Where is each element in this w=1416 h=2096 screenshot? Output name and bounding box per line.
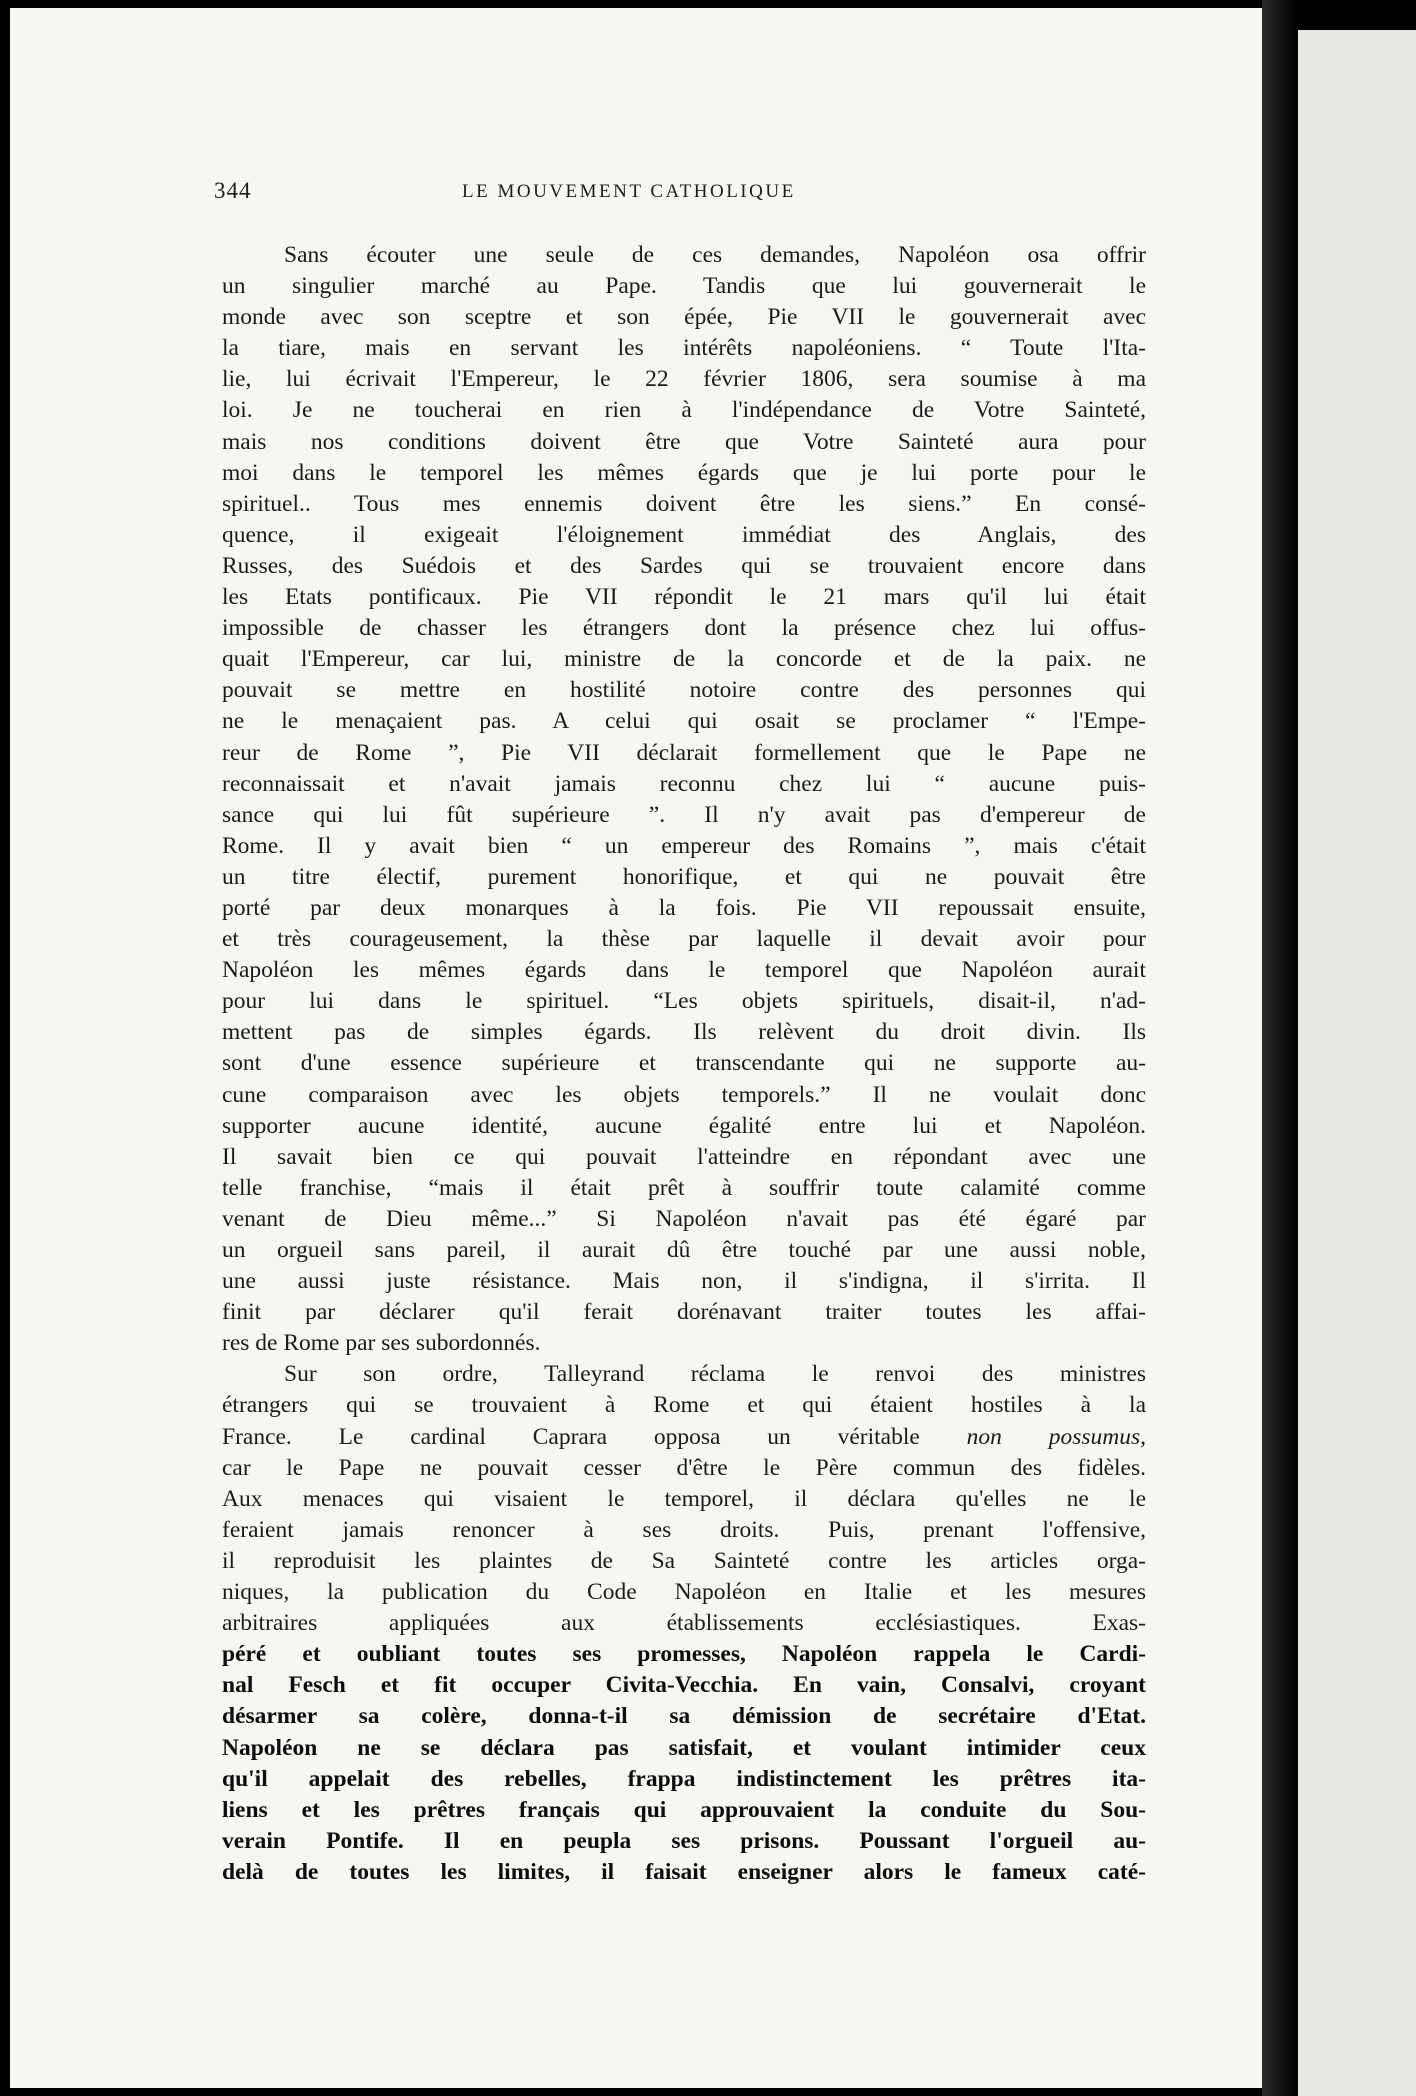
text-line-content: Russes, des Suédois et des Sardes qui se trouvaient encore dans: [222, 552, 1146, 579]
text-line: [222, 986, 1146, 1017]
text-line: [222, 302, 1146, 333]
text-line: [222, 1422, 1146, 1453]
text-line-content: mais nos conditions doivent être que Votre Sainteté aura pour: [222, 428, 1146, 455]
text-line: [222, 240, 1146, 271]
text-line-content: moi dans le temporel les mêmes égards que je lui porte pour le: [222, 459, 1146, 486]
text-line: [222, 1390, 1146, 1421]
text-line-content: il reproduisit les plaintes de Sa Sainteté contre les articles orga-: [222, 1547, 1146, 1574]
text-line-content: désarmer sa colère, donna-t-il sa démission de secrétaire d'Etat.: [222, 1703, 1146, 1730]
text-line-content: delà de toutes les limites, il faisait enseigner alors le fameux caté-: [222, 1858, 1146, 1885]
text-line: [222, 1328, 1146, 1359]
text-line: [222, 1515, 1146, 1546]
text-line-content: finit par déclarer qu'il ferait dorénavant traiter toutes les affai-: [222, 1299, 1146, 1326]
text-line-content: Napoléon ne se déclara pas satisfait, et voulant intimider ceux: [222, 1734, 1146, 1761]
text-line: [222, 738, 1146, 769]
text-line-content: reur de Rome ”, Pie VII déclarait formellement que le Pape ne: [222, 739, 1146, 766]
text-line: [222, 1764, 1146, 1795]
text-line: [222, 831, 1146, 862]
text-line: [222, 1733, 1146, 1764]
text-line-content: loi. Je ne toucherai en rien à l'indépendance de Votre Sainteté,: [222, 397, 1146, 424]
text-line: [222, 1173, 1146, 1204]
text-line-content: venant de Dieu même...” Si Napoléon n'avait pas été égaré par: [222, 1205, 1146, 1232]
text-line-content: un singulier marché au Pape. Tandis que lui gouvernerait le: [222, 273, 1146, 300]
text-line-content: un titre électif, purement honorifique, et qui ne pouvait être: [222, 863, 1146, 890]
text-line-content: res de Rome par ses subordonnés.: [222, 1330, 541, 1357]
text-line-content: verain Pontife. Il en peupla ses prisons. Poussant l'orgueil au-: [222, 1827, 1146, 1854]
text-line-content: sance qui lui fût supérieure ”. Il n'y avait pas d'empereur de: [222, 801, 1146, 828]
text-line-content: monde avec son sceptre et son épée, Pie VII le gouvernerait avec: [222, 304, 1146, 331]
text-line-content: porté par deux monarques à la fois. Pie VII repoussait ensuite,: [222, 894, 1146, 921]
text-line-content: pour lui dans le spirituel. “Les objets spirituels, disait-il, n'ad-: [222, 988, 1146, 1015]
text-line: [222, 271, 1146, 302]
text-line-content: un orgueil sans pareil, il aurait dû être touché par une aussi noble,: [222, 1237, 1146, 1263]
text-line-content: Il savait bien ce qui pouvait l'atteindre en répondant avec une: [222, 1143, 1146, 1170]
text-line: [222, 1017, 1146, 1048]
text-line: [222, 1235, 1146, 1266]
text-line-content: France. Le cardinal Caprara opposa un véritable: [222, 1423, 967, 1450]
text-line: [222, 893, 1146, 924]
text-line: [222, 613, 1146, 644]
text-line: [222, 1111, 1146, 1142]
text-line-content: cune comparaison avec les objets temporels.” Il ne voulait donc: [222, 1081, 1146, 1108]
text-line-content: feraient jamais renoncer à ses droits. Puis, prenant l'offensive,: [222, 1516, 1146, 1543]
text-line-content: et très courageusement, la thèse par laquelle il devait avoir pour: [222, 926, 1146, 953]
text-line-content: une aussi juste résistance. Mais non, il s'indigna, il s'irrita. Il: [222, 1268, 1146, 1295]
text-line: [222, 1048, 1146, 1079]
text-line: [222, 1639, 1146, 1670]
text-line: [222, 769, 1146, 800]
body-text: [222, 240, 1146, 1888]
text-line-content: Napoléon les mêmes égards dans le temporel que Napoléon aurait: [222, 957, 1146, 984]
text-line: [222, 1670, 1146, 1701]
text-line-content: Aux menaces qui visaient le temporel, il déclara qu'elles ne le: [222, 1485, 1146, 1512]
text-line: [222, 395, 1146, 426]
text-line: [222, 1795, 1146, 1826]
text-line: [222, 1266, 1146, 1297]
text-line: [222, 1608, 1146, 1639]
running-head: LE MOUVEMENT CATHOLIQUE: [462, 181, 796, 202]
text-line-content: reconnaissait et n'avait jamais reconnu chez lui “ aucune puis-: [222, 770, 1146, 797]
text-line: [222, 862, 1146, 893]
text-line: [222, 800, 1146, 831]
adjacent-page-edge: [1298, 30, 1416, 2096]
text-line: [222, 1142, 1146, 1173]
text-line-content: car le Pape ne pouvait cesser d'être le Père commun des fidèles.: [222, 1454, 1146, 1481]
text-line: [222, 427, 1146, 458]
text-line-content: Sur son ordre, Talleyrand réclama le renvoi des ministres: [284, 1361, 1146, 1388]
text-line: [222, 520, 1146, 551]
text-line: [222, 1204, 1146, 1235]
text-line: [222, 1453, 1146, 1484]
text-line-content: nal Fesch et fit occuper Civita-Vecchia. En vain, Consalvi, croyant: [222, 1672, 1146, 1699]
text-line-content: péré et oubliant toutes ses promesses, Napoléon rappela le Cardi-: [222, 1641, 1146, 1668]
text-line-content: niques, la publication du Code Napoléon en Italie et les mesures: [222, 1579, 1146, 1606]
text-line: [222, 333, 1146, 364]
text-line-content: arbitraires appliquées aux établissements ecclésiastiques. Exas-: [222, 1610, 1146, 1637]
text-line-content: telle franchise, “mais il était prêt à souffrir toute calamité comme: [222, 1174, 1146, 1201]
text-line-content: les Etats pontificaux. Pie VII répondit le 21 mars qu'il lui était: [222, 584, 1146, 611]
text-line-content: qu'il appelait des rebelles, frappa indistinctement les prêtres ita-: [222, 1765, 1146, 1792]
text-line: [222, 458, 1146, 489]
text-line-content: mettent pas de simples égards. Ils relèvent du droit divin. Ils: [222, 1019, 1146, 1046]
page-header: [10, 178, 1262, 218]
text-line-content: pouvait se mettre en hostilité notoire contre des personnes qui: [222, 677, 1146, 704]
text-line-content: ne le menaçaient pas. A celui qui osait se proclamer “ l'Empe-: [222, 708, 1146, 735]
text-line-content: spirituel.. Tous mes ennemis doivent être les siens.” En consé-: [222, 490, 1146, 517]
text-line: [222, 706, 1146, 737]
italic-phrase: non possumus,: [966, 1423, 1146, 1450]
text-line-content: supporter aucune identité, aucune égalité entre lui et Napoléon.: [222, 1112, 1146, 1139]
text-line: [222, 489, 1146, 520]
text-line: [222, 1577, 1146, 1608]
text-line-content: quait l'Empereur, car lui, ministre de la concorde et de la paix. ne: [222, 646, 1146, 673]
text-line-content: la tiare, mais en servant les intérêts napoléoniens. “ Toute l'Ita-: [222, 335, 1146, 362]
text-line: [222, 955, 1146, 986]
text-line-content: étrangers qui se trouvaient à Rome et qui étaient hostiles à la: [222, 1392, 1146, 1419]
text-line: [222, 364, 1146, 395]
text-line-content: Sans écouter une seule de ces demandes, Napoléon osa offrir: [284, 242, 1146, 268]
page-number: 344: [214, 178, 252, 203]
text-line: [222, 582, 1146, 613]
book-page: [10, 8, 1262, 2088]
scan-border: [1298, 0, 1416, 30]
text-line: [222, 1359, 1146, 1390]
text-line: [222, 1484, 1146, 1515]
text-line: [222, 551, 1146, 582]
text-line: [222, 924, 1146, 955]
text-line: [222, 1546, 1146, 1577]
text-line-content: quence, il exigeait l'éloignement immédiat des Anglais, des: [222, 521, 1146, 548]
text-line: [222, 644, 1146, 675]
binding-gutter: [1262, 0, 1298, 2096]
text-line-content: impossible de chasser les étrangers dont la présence chez lui offus-: [222, 615, 1146, 642]
text-line: [222, 1701, 1146, 1732]
text-line-content: lie, lui écrivait l'Empereur, le 22 février 1806, sera soumise à ma: [222, 366, 1146, 393]
text-line-content: sont d'une essence supérieure et transcendante qui ne supporte au-: [222, 1050, 1146, 1077]
text-line: [222, 1826, 1146, 1857]
text-line: [222, 675, 1146, 706]
text-line: [222, 1080, 1146, 1111]
text-line: [222, 1857, 1146, 1888]
text-line: [222, 1297, 1146, 1328]
text-line-content: Rome. Il y avait bien “ un empereur des Romains ”, mais c'était: [222, 832, 1146, 859]
text-line-content: liens et les prêtres français qui approuvaient la conduite du Sou-: [222, 1796, 1146, 1823]
